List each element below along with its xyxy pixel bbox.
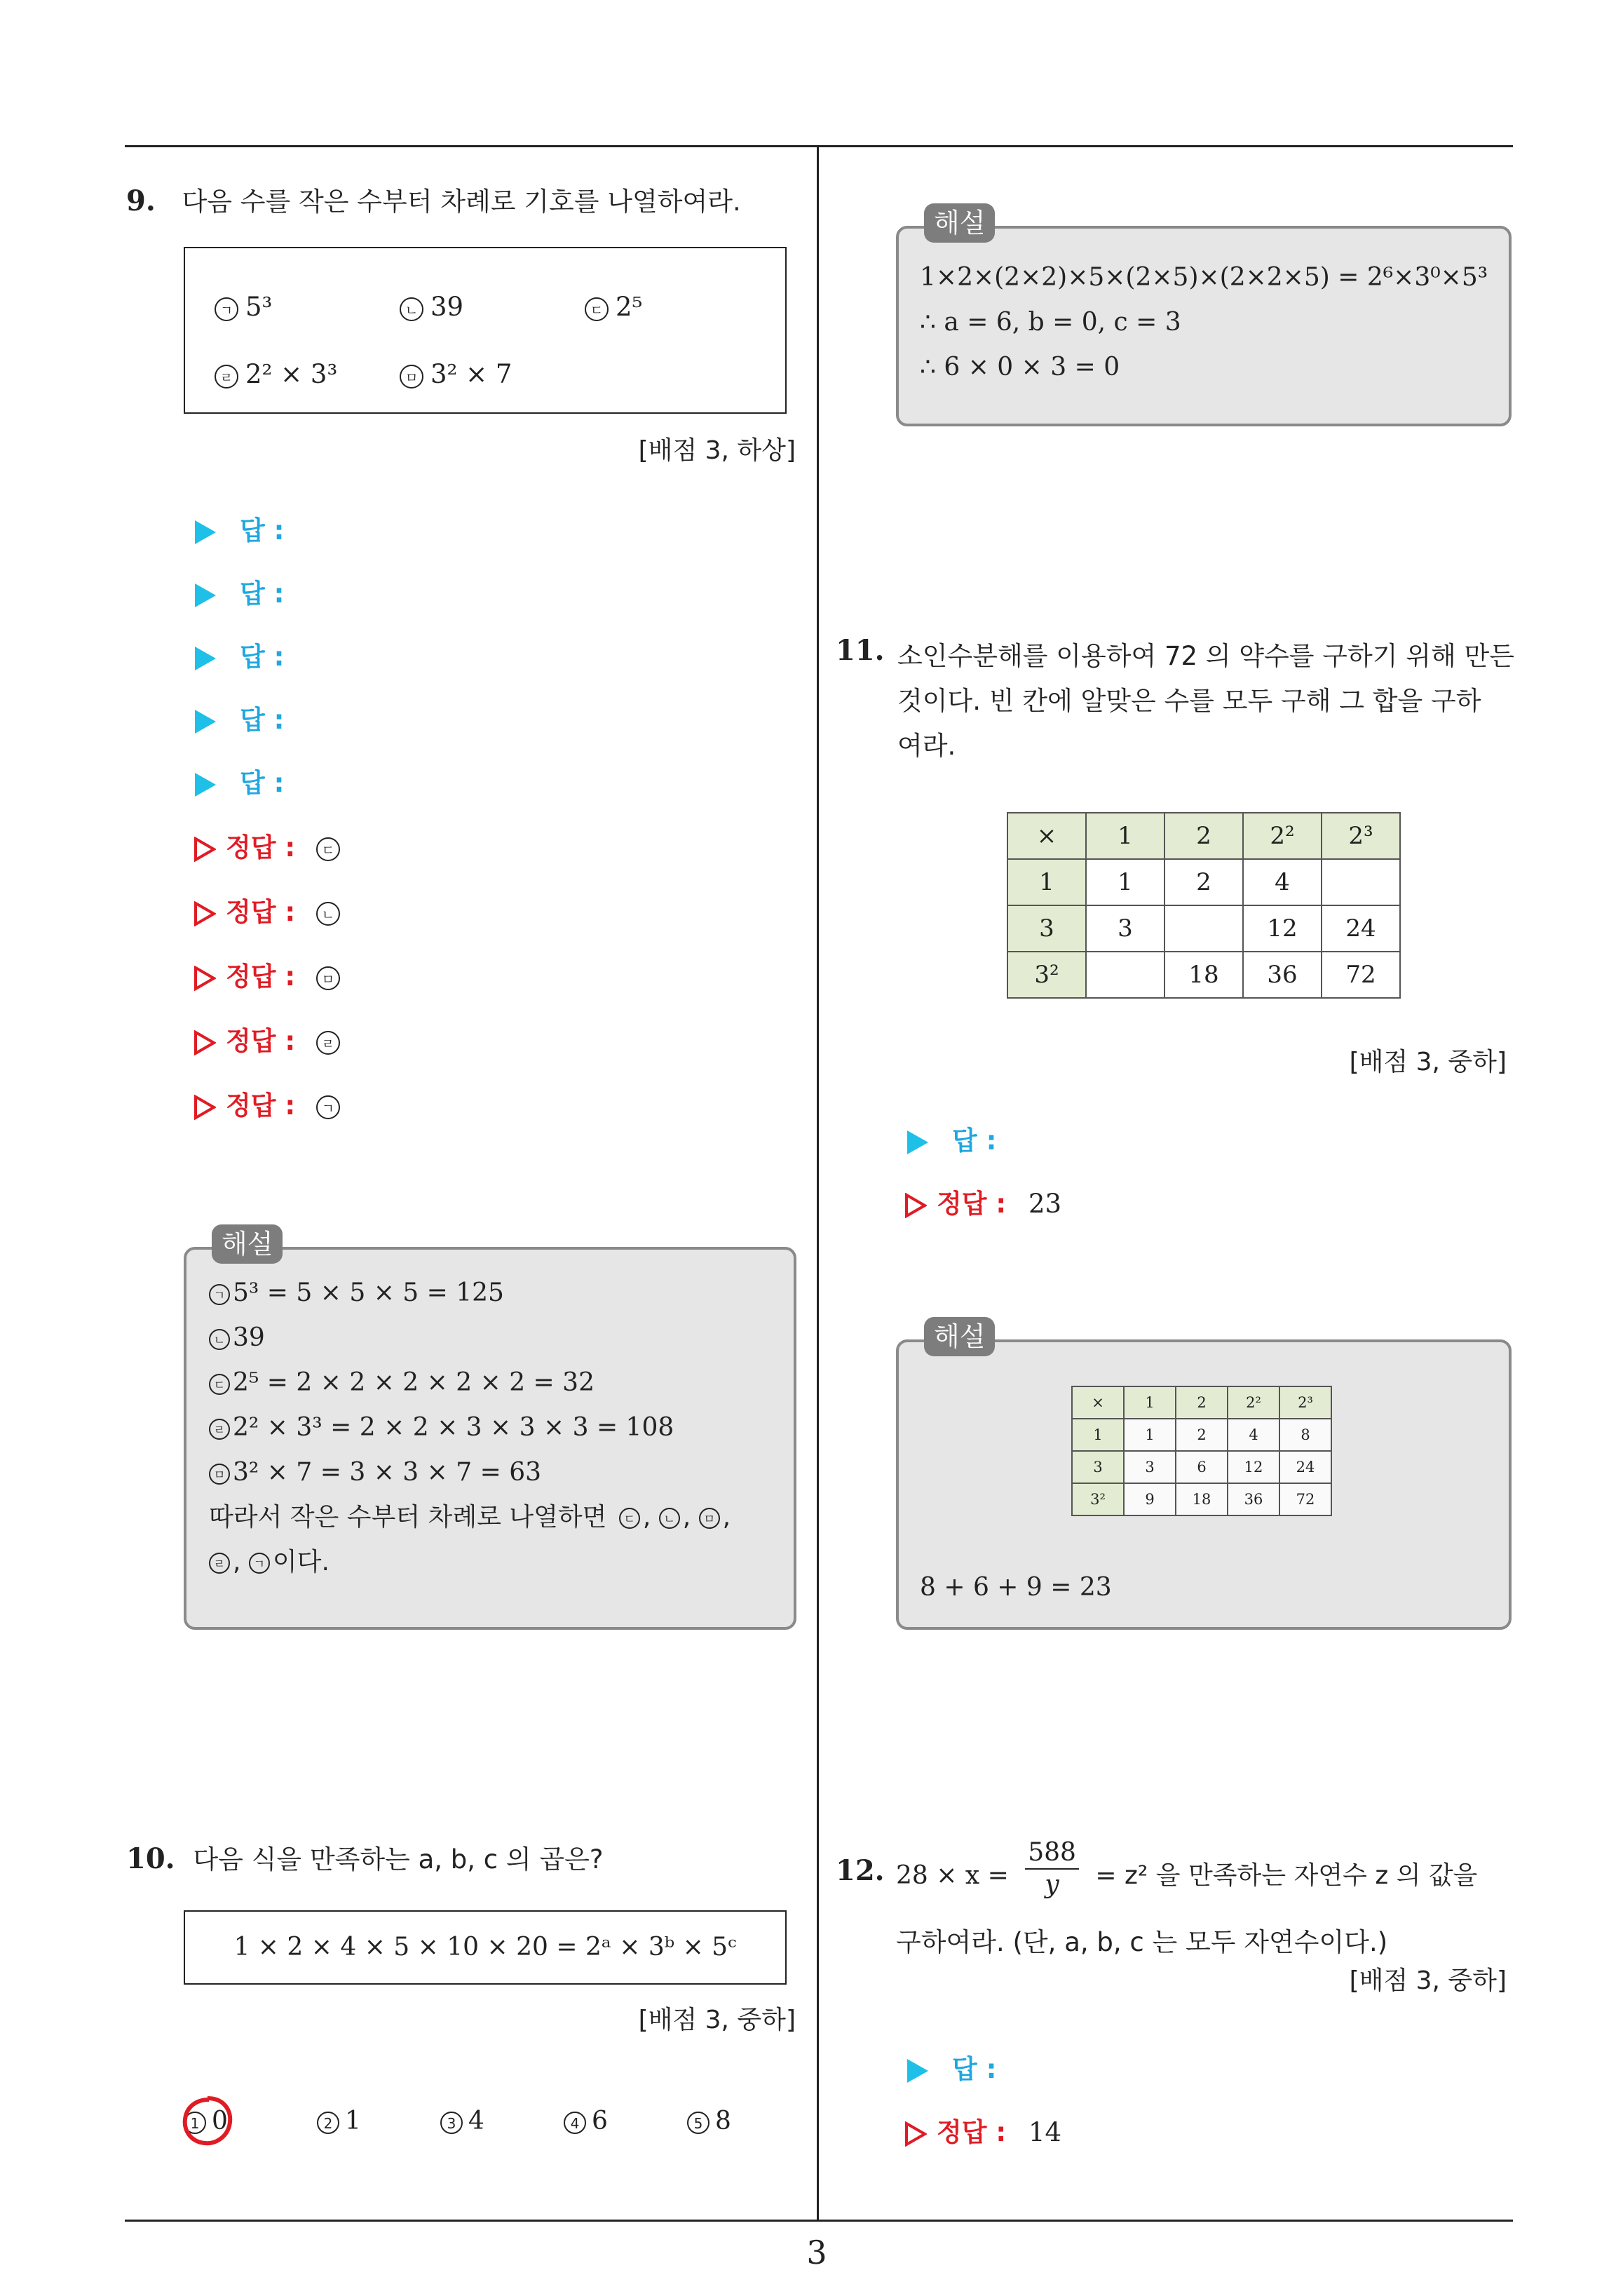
outline-triangle-icon [193, 1030, 216, 1055]
circled-mark: ㄹ [209, 1419, 230, 1440]
bottom-rule [125, 2220, 1513, 2222]
correct-label: 정답 : [226, 897, 296, 927]
correct-label: 정답 : [226, 832, 296, 863]
item-expr: 5³ [245, 292, 273, 322]
choice-1[interactable] [184, 2107, 228, 2135]
choice-number: 5 [687, 2112, 709, 2134]
table-cell: 2 [1164, 859, 1243, 905]
fraction [1025, 1837, 1079, 1900]
correct-answer-row [904, 1187, 1061, 1222]
correct-answer-row [193, 1088, 347, 1123]
table-cell: 1 [1086, 859, 1164, 905]
equation: 1 × 2 × 4 × 5 × 10 × 20 = 2ᵃ × 3ᵇ × 5ᶜ [233, 1933, 737, 1961]
correct-answer-mark: ㄴ [316, 902, 340, 926]
choice-number: 2 [317, 2112, 339, 2134]
q11-factor-table [1007, 812, 1401, 999]
play-icon [195, 583, 216, 607]
circled-mark: ㄷ [209, 1374, 230, 1395]
q10-solution-tab: 해설 [924, 203, 995, 243]
circled-mark: ㄴ [400, 297, 423, 321]
q9-score: [배점 3, 하상] [638, 436, 796, 465]
answer-row[interactable] [195, 640, 284, 675]
item-2 [400, 292, 463, 322]
question-9 [126, 180, 741, 224]
outline-triangle-icon [904, 2121, 927, 2147]
table-cell: 2² [1243, 813, 1322, 859]
item-expr: 2⁵ [616, 292, 643, 322]
solution-line: 1×2×(2×2)×5×(2×5)×(2×2×5) = 2⁶×3⁰×5³ [920, 263, 1488, 292]
play-icon [195, 520, 216, 544]
question-number: 9. [126, 184, 156, 217]
correct-answer-mark: ㄷ [316, 837, 340, 861]
table-cell: 12 [1243, 905, 1322, 952]
circled-mark: ㅁ [209, 1464, 230, 1485]
correct-answer-mark: ㄱ [316, 1095, 340, 1119]
answer-row[interactable] [907, 1123, 996, 1159]
answer-label: 답 : [952, 2054, 997, 2084]
correct-answer-row [193, 1024, 347, 1059]
item-1 [215, 292, 272, 322]
correct-answer-row [193, 830, 347, 865]
fraction-denominator: y [1045, 1870, 1059, 1899]
choice-value: 6 [592, 2107, 608, 2135]
correct-label: 정답 : [226, 1090, 296, 1121]
answer-label: 답 : [240, 642, 285, 672]
equation-left: 28 × x = [896, 1861, 1009, 1890]
answer-label: 답 : [240, 579, 285, 609]
outline-triangle-icon [193, 966, 216, 991]
page-number: 3 [806, 2234, 827, 2271]
circled-mark: ㄹ [215, 365, 238, 389]
top-rule [125, 145, 1513, 147]
solution-conclusion: 따라서 작은 수부터 차례로 나열하면 ㄷ , ㄴ , ㅁ , [209, 1503, 731, 1532]
q10-solution-box [896, 226, 1512, 426]
answer-row[interactable] [195, 513, 284, 548]
equation-right: = z² 을 만족하는 자연수 z 의 값을 [1095, 1861, 1478, 1890]
circled-mark: ㄴ [209, 1329, 230, 1350]
blank-cell[interactable] [1164, 905, 1243, 952]
item-5 [400, 359, 512, 389]
solution-table: × 1 2 2² 2³ 1 1 2 4 8 3 3 6 12 24 3² 9 18 36 72 [1071, 1386, 1332, 1516]
table-cell: 72 [1322, 952, 1400, 998]
answer-label: 답 : [240, 768, 285, 798]
solution-line: ㄱ 5³ = 5 × 5 × 5 = 125 [209, 1271, 731, 1316]
choice-value: 0 [212, 2107, 228, 2135]
q9-solution-box [184, 1247, 796, 1630]
table-cell: 4 [1243, 859, 1322, 905]
choice-2[interactable] [317, 2107, 361, 2135]
correct-answer-mark: ㅁ [316, 966, 340, 990]
q10-score: [배점 3, 중하] [638, 2006, 796, 2034]
table-cell: × [1007, 813, 1086, 859]
correct-label: 정답 : [226, 961, 296, 992]
question-text: 여라. [897, 731, 956, 761]
outline-triangle-icon [904, 1193, 927, 1218]
correct-answer: 23 [1028, 1189, 1062, 1219]
choice-3[interactable] [440, 2107, 484, 2135]
correct-answer-row [193, 895, 347, 930]
blank-cell[interactable] [1322, 859, 1400, 905]
table-cell: 2³ [1322, 813, 1400, 859]
table-cell: 24 [1322, 905, 1400, 952]
q9-solution-tab: 해설 [212, 1224, 283, 1264]
circled-mark: ㄱ [209, 1284, 230, 1305]
q10-equation-box [184, 1910, 787, 1985]
circled-mark: ㄱ [215, 297, 238, 321]
q12-score: [배점 3, 중하] [1349, 1966, 1507, 1995]
item-expr: 39 [430, 292, 464, 322]
solution-line: ∴ a = 6, b = 0, c = 3 [920, 308, 1181, 337]
solution-line: ㄴ 39 [209, 1316, 731, 1360]
play-icon [195, 710, 216, 734]
table-cell: 2 [1164, 813, 1243, 859]
outline-triangle-icon [193, 1095, 216, 1120]
table-cell: 1 [1007, 859, 1086, 905]
answer-row[interactable] [195, 703, 284, 738]
solution-conclusion-cont: ㄹ , ㄱ 이다. [209, 1540, 731, 1585]
answer-row[interactable] [907, 2052, 996, 2087]
table-cell: 3 [1086, 905, 1164, 952]
question-10 [126, 1837, 604, 1882]
choice-value: 8 [715, 2107, 731, 2135]
outline-triangle-icon [193, 837, 216, 862]
q9-item-box [184, 247, 787, 414]
table-cell: 36 [1243, 952, 1322, 998]
selected-circle-mark [181, 2094, 234, 2147]
table-cell: 3 [1007, 905, 1086, 952]
fraction-numerator: 588 [1025, 1837, 1079, 1870]
item-4 [215, 359, 337, 389]
circled-mark: ㅁ [400, 365, 423, 389]
answer-row[interactable] [195, 766, 284, 801]
blank-cell[interactable] [1086, 952, 1164, 998]
correct-answer: 14 [1028, 2117, 1062, 2147]
column-divider [817, 145, 819, 2221]
correct-answer-mark: ㄹ [316, 1031, 340, 1055]
circled-mark: ㄷ [585, 297, 609, 321]
correct-label: 정답 : [937, 2117, 1007, 2147]
table-cell: 18 [1164, 952, 1243, 998]
solution-line: ㄷ 2⁵ = 2 × 2 × 2 × 2 × 2 = 32 [209, 1360, 731, 1405]
choice-number: 3 [440, 2112, 463, 2134]
play-icon [195, 647, 216, 670]
correct-label: 정답 : [937, 1189, 1007, 1219]
question-12 [836, 1837, 1513, 1957]
question-number: 11. [836, 634, 885, 667]
answer-label: 답 : [240, 705, 285, 735]
play-icon [907, 1130, 928, 1154]
correct-answer-row [193, 959, 347, 994]
q11-score: [배점 3, 중하] [1349, 1048, 1507, 1076]
question-number: 12. [836, 1854, 885, 1887]
answer-label: 답 : [952, 1126, 997, 1156]
item-3 [585, 292, 642, 322]
item-expr: 2² × 3³ [245, 359, 338, 389]
q11-solution-box [896, 1339, 1512, 1630]
choice-number: 4 [564, 2112, 586, 2134]
correct-label: 정답 : [226, 1026, 296, 1056]
solution-line: 8 + 6 + 9 = 23 [920, 1573, 1112, 1602]
choice-value: 1 [345, 2107, 361, 2135]
correct-answer-row [904, 2115, 1061, 2150]
answer-label: 답 : [240, 515, 285, 546]
choice-number: 1 [184, 2112, 206, 2134]
item-expr: 3² × 7 [430, 359, 512, 389]
question-text: 다음 수를 작은 수부터 차례로 기호를 나열하여라. [182, 187, 741, 217]
choice-5[interactable] [687, 2107, 731, 2135]
outline-triangle-icon [193, 901, 216, 926]
choice-4[interactable] [564, 2107, 608, 2135]
choice-value: 4 [468, 2107, 484, 2135]
question-text: 소인수분해를 이용하여 72 의 약수를 구하기 위해 만든 [897, 641, 1514, 671]
q11-solution-tab: 해설 [924, 1317, 995, 1356]
answer-row[interactable] [195, 576, 284, 612]
table-cell: 3² [1007, 952, 1086, 998]
question-text: 다음 식을 만족하는 a, b, c 의 곱은? [193, 1844, 604, 1875]
question-text: 것이다. 빈 칸에 알맞은 수를 모두 구해 그 합을 구하 [897, 686, 1481, 716]
solution-line: ㄹ 2² × 3³ = 2 × 2 × 3 × 3 × 3 = 108 [209, 1405, 731, 1450]
table-cell: 1 [1086, 813, 1164, 859]
question-text: 구하여라. (단, a, b, c 는 모두 자연수이다.) [896, 1927, 1388, 1957]
play-icon [195, 773, 216, 797]
question-number: 10. [126, 1842, 175, 1875]
play-icon [907, 2059, 928, 2083]
solution-line: ∴ 6 × 0 × 3 = 0 [920, 353, 1120, 381]
solution-line: ㅁ 3² × 7 = 3 × 3 × 7 = 63 [209, 1450, 731, 1495]
